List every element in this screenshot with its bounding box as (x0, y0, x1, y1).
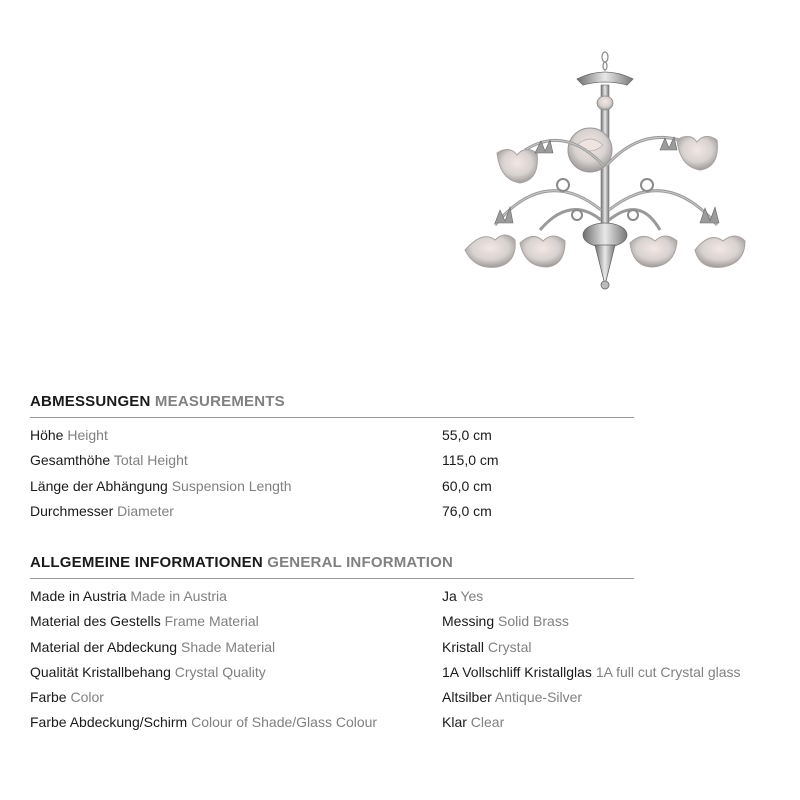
row-label (30, 662, 266, 682)
label-de: Material der Abdeckung (30, 638, 178, 655)
label-en: Made in Austria (130, 588, 227, 604)
label-de: Gesamthöhe (30, 452, 111, 469)
product-image (455, 45, 755, 295)
label-en: Colour of Shade/Glass Colour (191, 714, 378, 731)
label-en: Shade Material (180, 638, 276, 655)
row-value: 60,0 cm (442, 477, 492, 494)
row-label (30, 586, 227, 606)
value-de: 1A Vollschliff Kristallglas (442, 663, 592, 680)
measurements-table (30, 425, 634, 526)
label-en: Color (70, 689, 104, 706)
value-en: Yes (460, 588, 484, 604)
table-row (30, 611, 634, 636)
general-information-section (30, 554, 741, 738)
label-en: Height (67, 427, 108, 443)
value-de: Ja (442, 588, 457, 604)
row-label (30, 637, 275, 657)
row-value (442, 586, 483, 606)
row-value (442, 611, 569, 631)
table-row (30, 501, 634, 526)
row-label (30, 450, 188, 470)
label-en: Crystal Quality (174, 663, 266, 680)
value-en: Solid Brass (498, 613, 569, 630)
value-en: Clear (470, 714, 505, 731)
value-de: Altsilber (442, 689, 492, 706)
table-row (30, 712, 634, 737)
label-de: Made in Austria (30, 588, 127, 604)
value-en: 1A full cut Crystal glass (595, 663, 741, 680)
row-label (30, 501, 174, 521)
label-de: Farbe (30, 689, 67, 706)
general-table (30, 586, 741, 738)
label-de: Höhe (30, 427, 64, 443)
value-de: Kristall (442, 638, 485, 655)
row-value (442, 662, 741, 682)
label-en: Total Height (113, 452, 188, 469)
row-value: 55,0 cm (442, 427, 492, 443)
label-de: Material des Gestells (30, 613, 161, 630)
measurements-section (30, 393, 634, 526)
section-title-general (30, 554, 634, 579)
title-en: GENERAL INFORMATION (267, 554, 453, 571)
label-en: Diameter (117, 502, 174, 519)
value-de: Messing (442, 613, 495, 630)
section-title-measurements (30, 393, 634, 418)
row-value: 115,0 cm (442, 452, 499, 469)
table-row (30, 637, 634, 662)
row-label (30, 425, 108, 445)
table-row (30, 450, 634, 475)
row-label (30, 476, 292, 496)
value-en: Crystal (487, 638, 532, 655)
title-en: MEASUREMENTS (154, 393, 285, 410)
label-en: Suspension Length (171, 477, 292, 494)
label-en: Frame Material (164, 613, 259, 630)
row-value (442, 637, 531, 657)
row-label (30, 712, 377, 732)
value-de: Klar (442, 714, 467, 731)
title-de: ALLGEMEINE INFORMATIONEN (30, 554, 263, 571)
chandelier-illustration (455, 45, 755, 295)
title-de: ABMESSUNGEN (30, 393, 151, 410)
row-value: 76,0 cm (442, 502, 492, 519)
row-label (30, 611, 259, 631)
table-row (30, 425, 634, 450)
label-de: Länge der Abhängung (30, 477, 168, 494)
row-value (442, 712, 504, 732)
row-value (442, 687, 582, 707)
table-row (30, 687, 634, 712)
label-de: Farbe Abdeckung/Schirm (30, 714, 188, 731)
label-de: Qualität Kristallbehang (30, 663, 171, 680)
value-en: Antique-Silver (494, 689, 583, 706)
table-row (30, 662, 741, 687)
row-label (30, 687, 104, 707)
table-row (30, 586, 634, 611)
table-row (30, 476, 634, 501)
label-de: Durchmesser (30, 502, 114, 519)
